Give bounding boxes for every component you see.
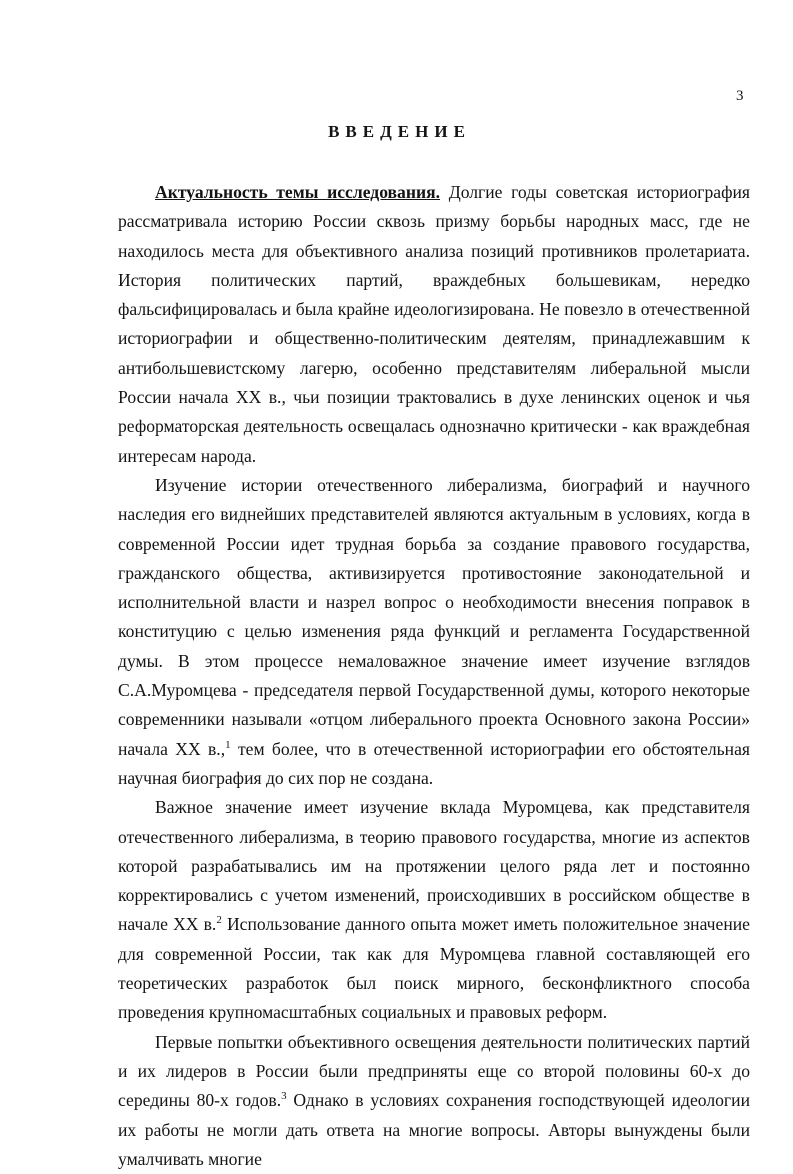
footnote-marker: 1 — [225, 738, 231, 751]
paragraph-liberalism-study — [118, 471, 750, 793]
footnote-marker: 2 — [216, 914, 222, 927]
paragraph-relevance — [118, 178, 750, 471]
paragraph-text: Долгие годы советская историография рассматривала историю России сквозь призму борьбы народных масс, где не находилось места для объективного анализа позиций противников пролетариата. История политических партий, враждебных большевикам, нередко фальсифицировалась и была крайне идеологизирована. Не повезло в отечественной историографии и общественно-политическим деятелям, принадлежавшим к антибольшевистскому лагерю, особенно представителям либеральной мысли России начала XX в., чьи позиции трактовались в духе ленинских оценок и чья реформаторская деятельность освещалась однозначно критически - как враждебная интересам народа. — [118, 182, 750, 466]
page-number: 3 — [736, 88, 744, 104]
page-heading: ВВЕДЕНИЕ — [328, 122, 471, 141]
paragraph-text: Использование данного опыта может иметь положительное значение для современной России, так как для Муромцева главной составляющей его теоретических разработок был поиск мирного, бесконфликтного способа проведения крупномасштабных социальных и правовых реформ. — [118, 914, 750, 1023]
paragraph-text: Важное значение имеет изучение вклада Муромцева, как представителя отечественного либерализма, в теорию правового государства, многие из аспектов которой разрабатывались им на протяжении целого ряда лет и постоянно корректировались с учетом изменений, происходивших в российском обществе в начале XX в. — [118, 797, 750, 935]
paragraph-text: Изучение истории отечественного либерализма, биографий и научного наследия его виднейших представителей являются актуальным в условиях, когда в современной России идет трудная борьба за создание правового государства, гражданского общества, активизируется противостояние законодательной и исполнительной власти и назрел вопрос о необходимости внесения поправок в конституцию с целью изменения ряда функций и регламента Государственной думы. В этом процессе немаловажное значение имеет изучение взглядов С.А.Муромцева - председателя первой Государственной думы, которого некоторые современники называли «отцом либерального проекта Основного закона России» начала XX в., — [118, 474, 750, 759]
footnote-marker: 3 — [281, 1090, 287, 1103]
body-text — [118, 178, 750, 1174]
paragraph-first-attempts — [118, 1028, 750, 1174]
paragraph-text: Первые попытки объективного освещения деятельности политических партий и их лидеров в России были предприняты еще со второй половины 60-х до середины 80-х годов. — [118, 1031, 750, 1111]
section-term: Актуальность темы исследования. — [155, 182, 441, 202]
paragraph-text: тем более, что в отечественной историографии его обстоятельная научная биография до сих пор не создана. — [118, 738, 750, 788]
paragraph-muromtsev-contribution — [118, 793, 750, 1027]
paragraph-text: Однако в условиях сохранения господствующей идеологии их работы не могли дать ответа на многие вопросы. Авторы вынуждены были умалчивать многие — [118, 1090, 750, 1169]
